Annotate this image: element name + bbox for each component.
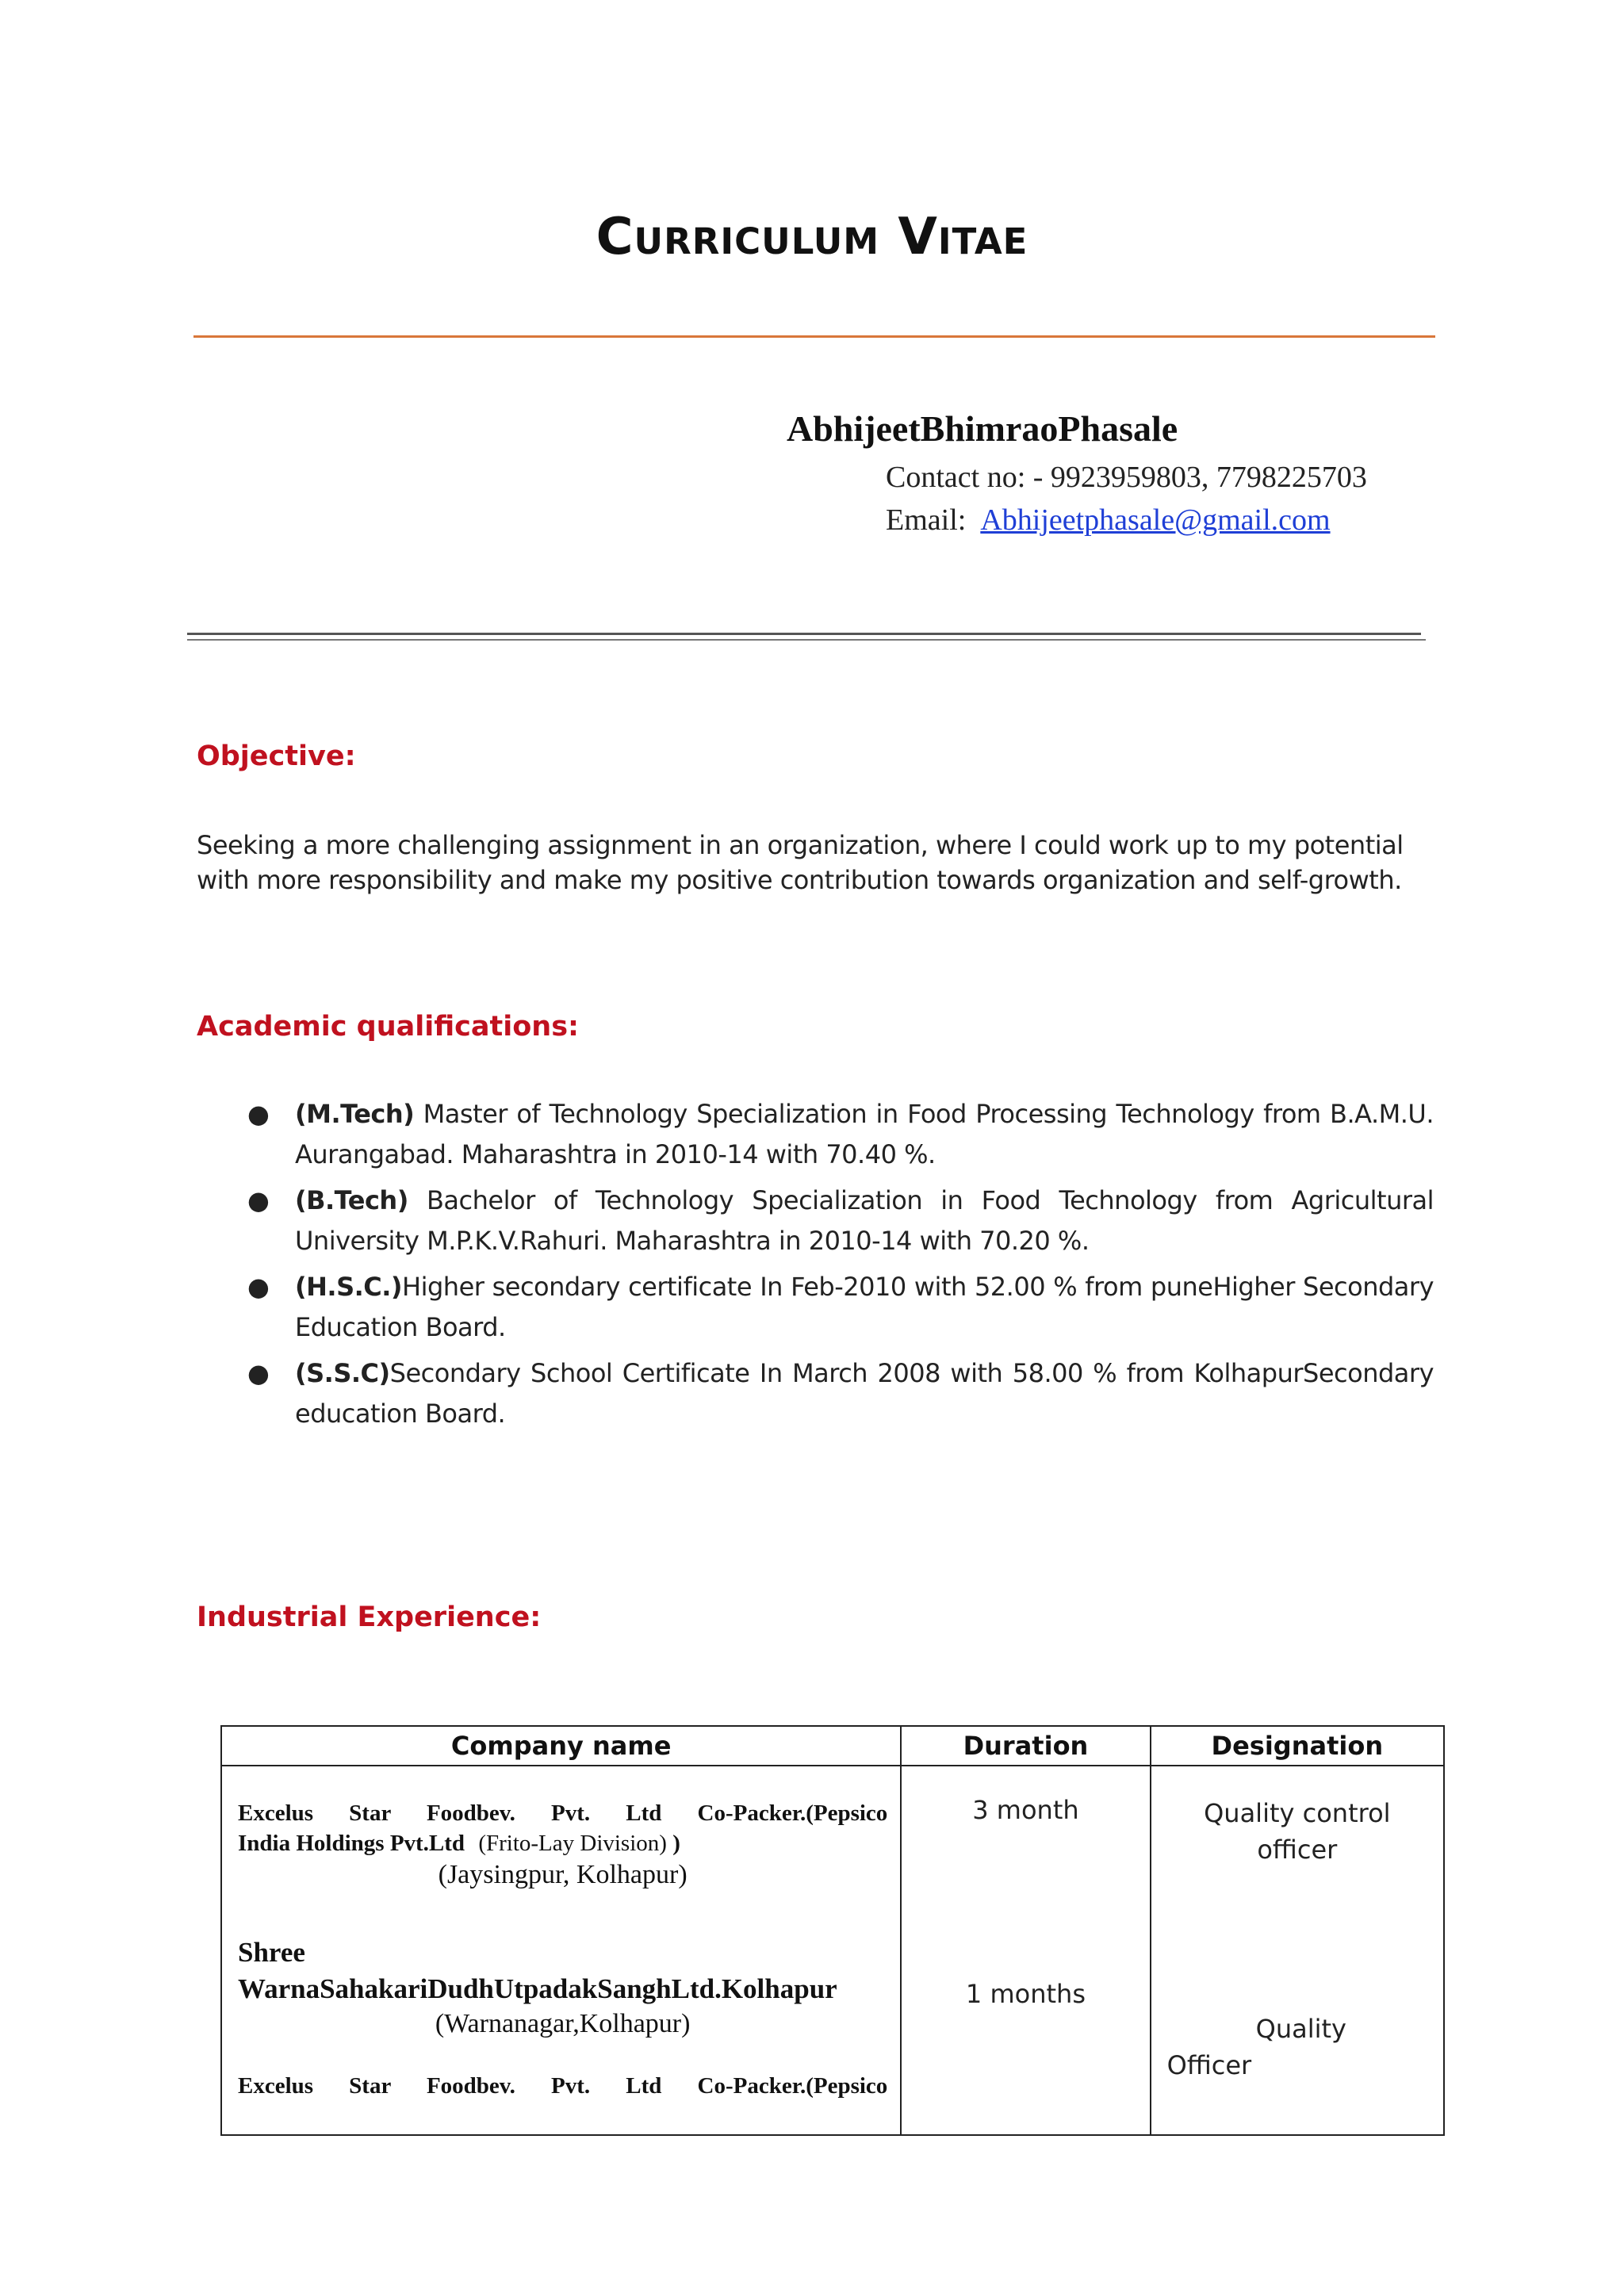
objective-line-1: Seeking a more challenging assignment in an organization, where I could work up to my potential — [197, 830, 1404, 860]
bullet-icon: ● — [247, 1099, 270, 1129]
contact-line — [886, 460, 1367, 495]
degree-text: Secondary School Certificate In March 2008 with 58.00 % from KolhapurSecondary education Board. — [295, 1358, 1434, 1429]
company-line: WarnaSahakariDudhUtpadakSanghLtd.Kolhapur — [238, 1973, 837, 2004]
experience-heading: Industrial Experience: — [197, 1601, 542, 1633]
bullet-icon: ● — [247, 1358, 270, 1388]
email-link[interactable]: Abhijeetphasale@gmail.com — [980, 503, 1331, 537]
contact-label: Contact no: - — [886, 461, 1044, 494]
degree-label: (M.Tech) — [295, 1099, 415, 1129]
email-line — [886, 503, 1331, 538]
column-header-designation: Designation — [1151, 1726, 1444, 1766]
table-header-row — [221, 1726, 1444, 1766]
list-item — [197, 1181, 1434, 1261]
header-divider-top — [187, 633, 1421, 635]
title-divider — [193, 335, 1435, 338]
bullet-icon: ● — [247, 1185, 270, 1215]
duration-value: 1 months — [965, 1979, 1086, 2009]
experience-table — [220, 1725, 1445, 2136]
degree-label: (H.S.C.) — [295, 1272, 403, 1302]
company-close: ) — [672, 1831, 680, 1856]
academic-list — [197, 1094, 1434, 1440]
table-row — [221, 1766, 1444, 2135]
objective-heading: Objective: — [197, 740, 356, 772]
candidate-name: AbhijeetBhimraoPhasale — [787, 408, 1178, 449]
designation-value: Quality control officer — [1204, 1798, 1391, 1865]
company-line — [238, 1828, 887, 1858]
duration-value: 3 month — [972, 1795, 1079, 1825]
degree-text: Bachelor of Technology Specialization in Food Technology from Agricultural University M.P.K.V.Rahuri. Maharashtra in 2010-14 with 70.20 %. — [295, 1185, 1434, 1256]
list-item — [197, 1267, 1434, 1348]
degree-label: (S.S.C) — [295, 1358, 390, 1388]
company-line: Excelus Star Foodbev. Pvt. Ltd Co-Packer.(Pepsico — [238, 2073, 888, 2099]
company-division: (Frito-Lay Division) — [478, 1831, 667, 1856]
contact-numbers: 9923959803, 7798225703 — [1050, 461, 1367, 494]
document-title: Curriculum Vitae — [596, 208, 1028, 266]
bullet-icon: ● — [247, 1272, 270, 1302]
company-name-part: India Holdings Pvt.Ltd — [238, 1831, 465, 1856]
list-item — [197, 1353, 1434, 1434]
designation-value: Quality — [1255, 2014, 1346, 2044]
company-cell — [221, 1766, 901, 2135]
company-location: (Jaysingpur, Kolhapur) — [438, 1860, 688, 1889]
degree-text: Higher secondary certificate In Feb-2010 with 52.00 % from puneHigher Secondary Education Board. — [295, 1272, 1434, 1342]
company-line: Shree — [238, 1937, 305, 1968]
company-line: Excelus Star Foodbev. Pvt. Ltd Co-Packer.(Pepsico — [238, 1800, 888, 1826]
header-divider-bottom — [187, 639, 1426, 641]
duration-cell — [901, 1766, 1150, 2135]
column-header-company: Company name — [221, 1726, 901, 1766]
objective-line-2: with more responsibility and make my positive contribution towards organization and self-growth. — [197, 865, 1402, 895]
column-header-duration: Duration — [901, 1726, 1150, 1766]
email-label: Email: — [886, 503, 967, 537]
designation-cell — [1151, 1766, 1444, 2135]
objective-text — [197, 828, 1434, 897]
designation-value: Officer — [1166, 2050, 1252, 2080]
degree-label: (B.Tech) — [295, 1185, 408, 1215]
degree-text: Master of Technology Specialization in Food Processing Technology from B.A.M.U. Aurangabad. Maharashtra in 2010-14 with 70.40 %. — [295, 1099, 1434, 1169]
company-location: (Warnanagar,Kolhapur) — [435, 2009, 691, 2038]
academic-heading: Academic qualifications: — [197, 1011, 580, 1043]
list-item — [197, 1094, 1434, 1175]
